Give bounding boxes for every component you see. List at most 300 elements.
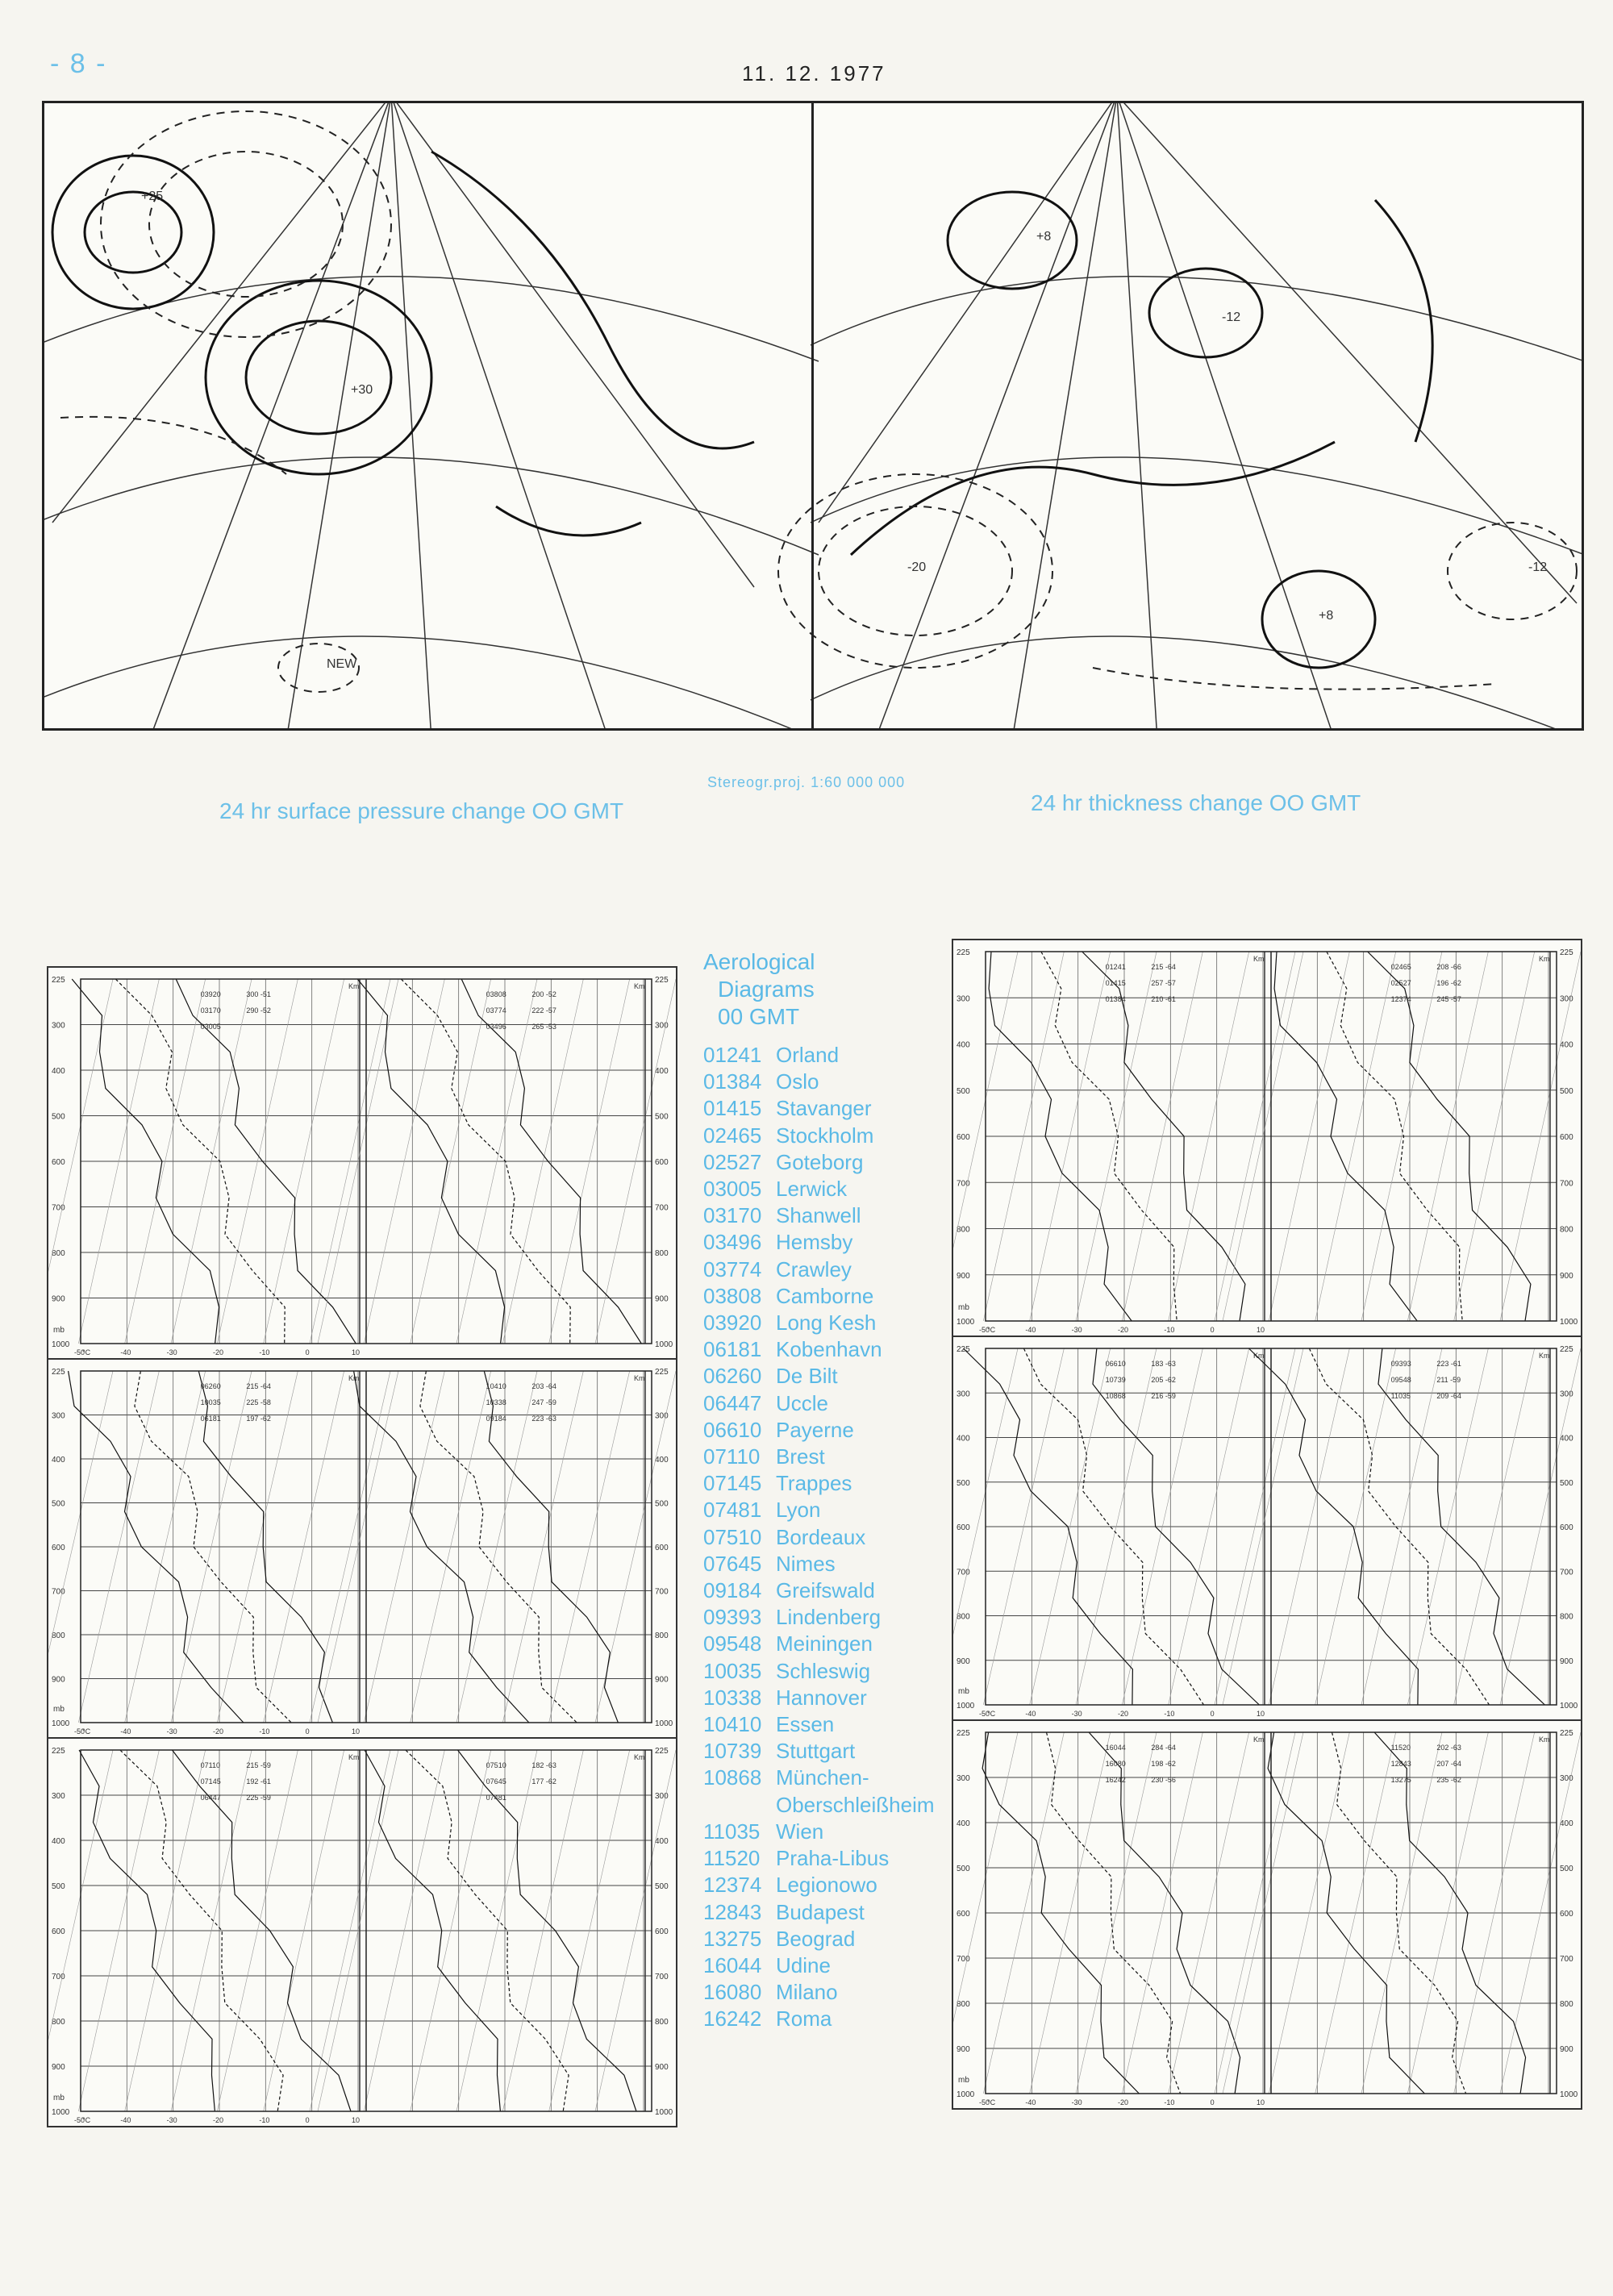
station-code: 16242 [703, 2006, 762, 2031]
pressure-label: 1000 [52, 2108, 70, 2117]
temp-label: -20 [1118, 1710, 1129, 1718]
station-name: Nimes [776, 1551, 836, 1576]
aerological-diagram-3 [47, 1358, 677, 1739]
station-name: Kobenhavn [776, 1337, 882, 1362]
pressure-label: 225 [1560, 1345, 1573, 1354]
diagram-station-value: 182 -63 [531, 1761, 556, 1769]
left-map-caption: 24 hr surface pressure change OO GMT [219, 798, 624, 823]
pressure-label: 700 [52, 1203, 65, 1213]
pressure-label: 400 [957, 1434, 970, 1444]
temp-label: -10 [259, 1348, 270, 1356]
station-entry [703, 1497, 935, 1523]
pressure-label: 300 [655, 1792, 669, 1801]
temp-label: 10 [1257, 2098, 1265, 2106]
aerological-diagram-4 [952, 1336, 1582, 1721]
pressure-label: 1000 [1560, 1318, 1578, 1327]
temp-label: -50 [979, 1326, 990, 1334]
temp-label: -10 [1164, 1710, 1175, 1718]
diagram-station-value: 215 -64 [246, 1382, 271, 1390]
station-entry [703, 1095, 935, 1122]
station-name: Stockholm [776, 1123, 874, 1148]
svg-text:-12: -12 [1528, 560, 1548, 574]
temp-label: 0 [1210, 1710, 1215, 1718]
station-code: 09184 [703, 1578, 762, 1603]
diagram-station-value: 197 -62 [246, 1415, 271, 1423]
temp-label: -30 [1071, 1710, 1082, 1718]
diagram-station-code: 07110 [200, 1761, 221, 1769]
pressure-label: 400 [655, 1067, 669, 1076]
pressure-label: 225 [1560, 948, 1573, 957]
diagram-station-code: 11520 [1390, 1744, 1411, 1752]
temp-label: -50 [979, 1710, 990, 1718]
pressure-label: 400 [1560, 1040, 1573, 1050]
diagram-station-value: 198 -62 [1151, 1760, 1176, 1768]
station-name: Lyon [776, 1498, 821, 1523]
temp-label: 0 [1210, 1326, 1215, 1334]
pressure-label: 800 [1560, 1612, 1573, 1622]
pressure-label: 600 [1560, 1910, 1573, 1919]
station-code: 10739 [703, 1739, 762, 1764]
station-code: 11520 [703, 1846, 761, 1871]
pressure-label: 700 [655, 1973, 669, 1981]
station-code: 09393 [703, 1605, 762, 1630]
pressure-label: 800 [1560, 2000, 1573, 2009]
temp-label: -10 [1164, 1326, 1175, 1334]
km-label: Km [1539, 1736, 1550, 1744]
station-entry [703, 1711, 935, 1738]
aerological-diagram-2 [952, 939, 1582, 1337]
temp-label: -20 [213, 1348, 224, 1356]
station-name: Meiningen [776, 1631, 873, 1656]
km-label: Km [1539, 955, 1550, 963]
temp-label: 0 [305, 1727, 310, 1736]
pressure-label: 400 [1560, 1434, 1573, 1444]
station-entry [703, 2006, 935, 2032]
pressure-label: 400 [52, 1837, 65, 1846]
pressure-label: 800 [655, 2018, 669, 2027]
diagram-station-value: 235 -62 [1436, 1776, 1461, 1784]
pressure-label: 600 [1560, 1133, 1573, 1142]
pressure-label: 500 [1560, 1478, 1573, 1488]
pressure-label: 500 [52, 1112, 65, 1122]
diagram-station-value: 207 -64 [1436, 1760, 1461, 1768]
km-label: Km [348, 1753, 360, 1761]
station-code: 03920 [703, 1311, 762, 1336]
pressure-label: 225 [957, 1729, 970, 1738]
km-label: Km [634, 1374, 645, 1382]
diagram-station-code: 03774 [486, 1006, 506, 1015]
station-entry [703, 1176, 935, 1202]
mb-unit: mb [958, 1303, 969, 1312]
km-label: Km [348, 982, 360, 990]
station-name: Udine [776, 1952, 831, 1977]
pressure-label: 900 [52, 1294, 65, 1304]
diagram-station-value: 223 -63 [531, 1415, 556, 1423]
station-name: Payerne [776, 1417, 854, 1442]
station-code: 12374 [703, 1873, 762, 1898]
pressure-label: 800 [1560, 1225, 1573, 1235]
pressure-label: 400 [957, 1040, 970, 1050]
temp-label: -10 [259, 2116, 270, 2124]
station-name: Milano [776, 1980, 838, 2005]
station-name: Essen [776, 1712, 835, 1737]
diagram-station-value: 215 -59 [246, 1761, 271, 1769]
station-name: Schleswig [776, 1658, 871, 1683]
temp-label: -40 [120, 2116, 131, 2124]
pressure-label: 225 [957, 948, 970, 957]
diagram-1-plot [48, 968, 676, 1358]
station-entry [703, 1979, 935, 2006]
diagram-station-value: 183 -63 [1151, 1360, 1176, 1368]
diagram-station-code: 11035 [1390, 1392, 1411, 1400]
temp-label: -40 [1025, 2098, 1036, 2106]
mb-unit: mb [958, 2076, 969, 2085]
station-name: Long Kesh [776, 1311, 877, 1336]
pressure-label: 225 [52, 1747, 65, 1756]
station-name: Goteborg [776, 1149, 864, 1174]
pressure-label: 900 [1560, 1656, 1573, 1666]
station-name: Stuttgart [776, 1739, 856, 1764]
pressure-label: 300 [52, 1021, 65, 1031]
diagram-station-code: 01241 [1105, 963, 1126, 971]
pressure-label: 400 [655, 1837, 669, 1846]
aerological-diagram-5 [47, 1737, 677, 2127]
station-name: Stavanger [776, 1096, 872, 1121]
pressure-label: 225 [52, 1368, 65, 1377]
station-entry [703, 1069, 935, 1095]
station-name: Oberschleißheim [776, 1792, 935, 1817]
station-name: Lerwick [776, 1177, 848, 1202]
svg-text:NEW: NEW [327, 657, 357, 671]
pressure-label: 900 [655, 1675, 669, 1685]
diagram-station-value: 290 -52 [246, 1006, 271, 1015]
temp-label: 0 [305, 2116, 310, 2124]
mb-unit: mb [53, 2094, 65, 2102]
pressure-label: 800 [957, 1612, 970, 1622]
pressure-label: 900 [957, 2045, 970, 2054]
pressure-label: 300 [655, 1021, 669, 1031]
pressure-label: 800 [655, 1249, 669, 1258]
temp-label: -40 [120, 1727, 131, 1736]
station-code: 01384 [703, 1069, 762, 1094]
pressure-label: 600 [957, 1133, 970, 1142]
diagram-5-plot [48, 1739, 676, 2126]
mb-unit: mb [53, 1705, 65, 1714]
station-name: Hannover [776, 1685, 867, 1710]
legend-title-3: 00 GMT [718, 1004, 800, 1029]
diagram-4-plot [953, 1337, 1581, 1719]
right-map-caption: 24 hr thickness change OO GMT [1031, 790, 1361, 815]
diagram-station-code: 07481 [486, 1794, 506, 1802]
diagram-station-value: 230 -56 [1151, 1776, 1176, 1784]
pressure-label: 800 [52, 1249, 65, 1258]
diagram-station-code: 09393 [1390, 1360, 1411, 1368]
pressure-label: 300 [1560, 1774, 1573, 1783]
diagram-station-code: 10739 [1105, 1376, 1126, 1384]
pressure-label: 800 [957, 2000, 970, 2009]
station-entry [703, 1229, 935, 1256]
pressure-label: 1000 [1560, 2090, 1578, 2099]
station-entry [703, 1310, 935, 1336]
station-entry [703, 1631, 935, 1657]
diagram-station-code: 03920 [200, 990, 221, 998]
diagram-station-code: 09548 [1390, 1376, 1411, 1384]
temp-label: -50 [74, 1727, 85, 1736]
diagram-station-code: 12843 [1390, 1760, 1411, 1768]
map-divider [811, 103, 814, 728]
station-entry [703, 1444, 935, 1470]
pressure-label: 700 [1560, 1955, 1573, 1964]
temp-label: -50 [74, 2116, 85, 2124]
station-name: Legionowo [776, 1873, 877, 1898]
diagram-station-code: 07145 [200, 1777, 221, 1786]
temp-label: 10 [1257, 1326, 1265, 1334]
diagram-station-code: 12374 [1390, 995, 1411, 1003]
station-code: 07645 [703, 1551, 762, 1576]
station-code: 09548 [703, 1631, 762, 1656]
temp-label: -20 [1118, 1326, 1129, 1334]
diagram-2-plot [953, 940, 1581, 1336]
pressure-label: 600 [655, 1927, 669, 1936]
diagram-station-value: 225 -59 [246, 1794, 271, 1802]
station-entry [703, 1524, 935, 1551]
diagram-station-value: 215 -64 [1151, 963, 1176, 971]
temp-label: -50 [74, 1348, 85, 1356]
pressure-label: 800 [957, 1225, 970, 1235]
diagram-station-value: 257 -57 [1151, 979, 1176, 987]
pressure-label: 500 [1560, 1865, 1573, 1873]
station-code: 10410 [703, 1712, 762, 1737]
pressure-label: 700 [1560, 1179, 1573, 1189]
station-name: Wien [776, 1819, 824, 1844]
diagram-station-value: 247 -59 [531, 1398, 556, 1406]
pressure-label: 225 [1560, 1729, 1573, 1738]
station-entry [703, 1123, 935, 1149]
station-name: Greifswald [776, 1578, 875, 1603]
station-entry [703, 1658, 935, 1685]
pressure-label: 500 [957, 1865, 970, 1873]
pressure-label: 700 [957, 1955, 970, 1964]
page-number: - 8 - [50, 48, 107, 79]
station-code: 03774 [703, 1256, 762, 1281]
km-label: Km [634, 982, 645, 990]
pressure-label: 500 [957, 1478, 970, 1488]
pressure-label: 600 [1560, 1523, 1573, 1532]
temp-label: -30 [166, 2116, 177, 2124]
mb-unit: mb [53, 1326, 65, 1335]
temp-label: -30 [1071, 2098, 1082, 2106]
pressure-label: 800 [655, 1631, 669, 1640]
celsius-unit: °C [82, 2116, 91, 2124]
station-name: Shanwell [776, 1203, 861, 1228]
diagram-station-code: 06447 [200, 1794, 221, 1802]
station-entry [703, 1872, 935, 1898]
pressure-label: 500 [52, 1882, 65, 1891]
station-name: De Bilt [776, 1364, 838, 1389]
diagram-station-value: 205 -62 [1151, 1376, 1176, 1384]
diagram-station-code: 01415 [1105, 979, 1126, 987]
pressure-label: 700 [52, 1973, 65, 1981]
pressure-label: 300 [957, 1390, 970, 1399]
svg-text:+30: +30 [351, 383, 373, 397]
temp-label: -20 [213, 1727, 224, 1736]
diagram-station-value: 216 -59 [1151, 1392, 1176, 1400]
station-name: Orland [776, 1043, 840, 1067]
station-code: 06447 [703, 1390, 762, 1415]
pressure-label: 900 [1560, 2045, 1573, 2054]
station-name: Uccle [776, 1390, 829, 1415]
page-date: 11. 12. 1977 [742, 61, 886, 85]
station-name: Roma [776, 2006, 832, 2031]
station-name: Crawley [776, 1256, 852, 1281]
station-entry [703, 1926, 935, 1952]
pressure-label: 300 [1560, 1390, 1573, 1399]
pressure-label: 500 [655, 1112, 669, 1122]
pressure-label: 1000 [655, 2108, 673, 2117]
pressure-label: 800 [52, 2018, 65, 2027]
pressure-label: 1000 [52, 1719, 70, 1728]
station-code: 13275 [703, 1926, 762, 1951]
station-entry [703, 1363, 935, 1390]
svg-text:-20: -20 [907, 560, 927, 574]
station-entry [703, 1551, 935, 1577]
diagram-station-value: 265 -53 [531, 1023, 556, 1031]
diagram-station-value: 196 -62 [1436, 979, 1461, 987]
station-code: 07510 [703, 1524, 762, 1549]
pressure-label: 500 [1560, 1086, 1573, 1096]
station-code: 01415 [703, 1096, 762, 1121]
diagram-station-value: 225 -58 [246, 1398, 271, 1406]
station-name: Beograd [776, 1926, 856, 1951]
station-entry [703, 1283, 935, 1310]
mb-unit: mb [958, 1687, 969, 1696]
station-code: 07481 [703, 1498, 762, 1523]
diagram-station-code: 10410 [486, 1382, 506, 1390]
station-code: 07145 [703, 1471, 762, 1496]
temp-label: -20 [213, 2116, 224, 2124]
km-label: Km [348, 1374, 360, 1382]
diagram-station-value: 200 -52 [531, 990, 556, 998]
station-code: 02527 [703, 1149, 762, 1174]
pressure-label: 800 [52, 1631, 65, 1640]
diagram-station-code: 02465 [1390, 963, 1411, 971]
temp-label: -40 [1025, 1326, 1036, 1334]
pressure-label: 900 [957, 1656, 970, 1666]
diagram-station-value: 210 -61 [1151, 995, 1176, 1003]
temp-label: -20 [1118, 2098, 1129, 2106]
legend-title-2: Diagrams [718, 977, 815, 1002]
station-code: 16044 [703, 1952, 762, 1977]
svg-text:-12: -12 [1222, 310, 1241, 324]
pressure-label: 700 [1560, 1568, 1573, 1577]
svg-text:+25: +25 [141, 190, 164, 203]
station-name: Brest [776, 1444, 825, 1469]
diagram-6-plot [953, 1721, 1581, 2108]
station-name: München- [776, 1765, 869, 1790]
pressure-label: 1000 [655, 1719, 673, 1728]
station-entry [703, 1845, 935, 1872]
pressure-label: 400 [52, 1067, 65, 1076]
pressure-label: 500 [655, 1499, 669, 1509]
temp-label: -30 [1071, 1326, 1082, 1334]
station-code: 16080 [703, 1980, 762, 2005]
diagram-station-value: 192 -61 [246, 1777, 271, 1786]
station-entry [703, 1952, 935, 1979]
pressure-label: 500 [655, 1882, 669, 1891]
pressure-label: 600 [957, 1523, 970, 1532]
station-list [703, 1042, 935, 2033]
pressure-label: 300 [52, 1792, 65, 1801]
station-name: Praha-Libus [776, 1846, 890, 1871]
temp-label: 10 [352, 1727, 361, 1736]
station-entry [703, 1390, 935, 1417]
station-code: 03808 [703, 1283, 762, 1308]
station-code: 07110 [703, 1444, 761, 1469]
station-entry [703, 1149, 935, 1176]
diagram-station-code: 03170 [200, 1006, 221, 1015]
station-name: Lindenberg [776, 1605, 882, 1630]
station-name: Hemsby [776, 1230, 853, 1255]
diagram-station-code: 09184 [486, 1415, 506, 1423]
km-label: Km [1253, 955, 1265, 963]
diagram-station-code: 16044 [1105, 1744, 1126, 1752]
diagram-station-code: 16080 [1105, 1760, 1126, 1768]
pressure-label: 1000 [655, 1340, 673, 1349]
station-code: 02465 [703, 1123, 762, 1148]
diagram-station-code: 03808 [486, 990, 506, 998]
diagram-station-code: 07645 [486, 1777, 506, 1786]
celsius-unit: °C [987, 2098, 996, 2106]
temp-label: 0 [1210, 2098, 1215, 2106]
diagram-station-code: 03005 [200, 1023, 221, 1031]
svg-text:+8: +8 [1319, 609, 1334, 623]
pressure-label: 1000 [52, 1340, 70, 1349]
pressure-label: 900 [52, 1675, 65, 1685]
km-label: Km [1253, 1736, 1265, 1744]
diagram-station-code: 02527 [1390, 979, 1411, 987]
station-legend [703, 948, 935, 2033]
station-code: 12843 [703, 1899, 762, 1924]
pressure-label: 225 [655, 1747, 669, 1756]
celsius-unit: °C [987, 1710, 996, 1718]
pressure-label: 300 [52, 1411, 65, 1421]
station-name: Bordeaux [776, 1524, 866, 1549]
station-code: 03170 [703, 1203, 762, 1228]
aerological-diagram-6 [952, 1719, 1582, 2110]
pressure-label: 700 [655, 1587, 669, 1597]
diagram-station-code: 07510 [486, 1761, 506, 1769]
pressure-label: 1000 [957, 1318, 975, 1327]
pressure-label: 400 [655, 1456, 669, 1465]
pressure-label: 900 [655, 1294, 669, 1304]
station-entry [703, 1417, 935, 1444]
pressure-label: 700 [957, 1568, 970, 1577]
diagram-station-value: 202 -63 [1436, 1744, 1461, 1752]
diagram-station-code: 01384 [1105, 995, 1126, 1003]
temp-label: -30 [166, 1348, 177, 1356]
diagram-station-code: 06260 [200, 1382, 221, 1390]
legend-title-1: Aerological [703, 949, 815, 974]
pressure-label: 600 [957, 1910, 970, 1919]
diagram-3-plot [48, 1360, 676, 1737]
station-code: 06260 [703, 1364, 762, 1389]
station-entry [703, 1042, 935, 1069]
station-entry [703, 1792, 935, 1819]
station-code: 11035 [703, 1819, 761, 1844]
diagram-station-code: 03496 [486, 1023, 506, 1031]
diagram-station-value: 222 -57 [531, 1006, 556, 1015]
projection-label: Stereogr.proj. 1:60 000 000 [707, 774, 906, 790]
